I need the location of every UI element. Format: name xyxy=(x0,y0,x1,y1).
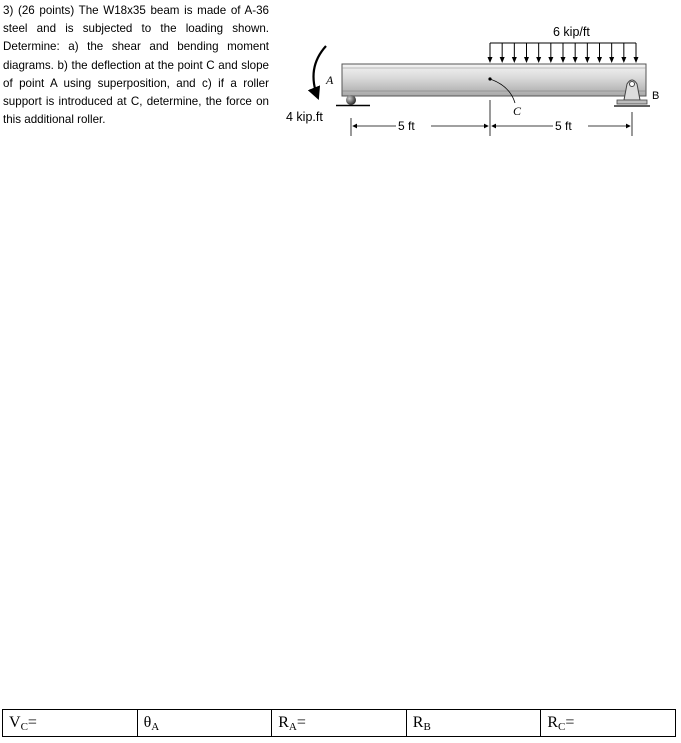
load-arrows xyxy=(488,43,639,63)
dim-right-label: 5 ft xyxy=(555,119,572,133)
roller-ball xyxy=(346,95,356,105)
answer-cell-rb[interactable]: $R_B$ xyxy=(406,710,541,737)
moment-label: 4 kip.ft xyxy=(286,110,323,124)
load-arrow-head xyxy=(512,57,517,63)
load-arrow-head xyxy=(634,57,639,63)
load-arrow-head xyxy=(609,57,614,63)
answer-cell-theta-a[interactable]: $\theta_A$ xyxy=(137,710,272,737)
dimension-lines xyxy=(351,100,632,136)
pin-hole xyxy=(630,82,635,87)
load-arrow-head xyxy=(585,57,590,63)
load-arrow-head xyxy=(488,57,493,63)
distributed-load-label: 6 kip/ft xyxy=(553,25,590,39)
problem-statement: 3) (26 points) The W18x35 beam is made of A-36 steel and is subjected to the loading shown. Determine: a) the shear and bending moment diagrams. b) the deflection at the point C and slope of point A using superposition, and c) if a roller support is introduced at C, determine, the force on this additional roller. xyxy=(3,4,269,127)
load-arrow-head xyxy=(500,57,505,63)
load-arrow-head xyxy=(573,57,578,63)
answer-table xyxy=(2,709,676,737)
roller-support-a xyxy=(336,95,370,106)
load-arrow-head xyxy=(524,57,529,63)
answer-cell-rc[interactable]: $R_C=$ xyxy=(541,710,676,737)
load-arrow-head xyxy=(621,57,626,63)
pin-base xyxy=(617,100,647,104)
load-arrow-head xyxy=(548,57,553,63)
point-a-label: A xyxy=(326,73,334,87)
dim-left-label: 5 ft xyxy=(398,119,415,133)
answer-cell-ra[interactable]: $R_A=$ xyxy=(272,710,407,737)
beam-diagram xyxy=(0,0,681,160)
distributed-load xyxy=(488,43,639,63)
load-arrow-head xyxy=(561,57,566,63)
load-arrow-head xyxy=(536,57,541,63)
point-b-label: B xyxy=(652,90,660,102)
point-c-label: C xyxy=(513,104,522,118)
load-arrow-head xyxy=(597,57,602,63)
answer-row xyxy=(3,710,676,737)
answer-cell-vc[interactable]: $V_C=$ xyxy=(3,710,138,737)
moment-arrow xyxy=(314,46,327,98)
